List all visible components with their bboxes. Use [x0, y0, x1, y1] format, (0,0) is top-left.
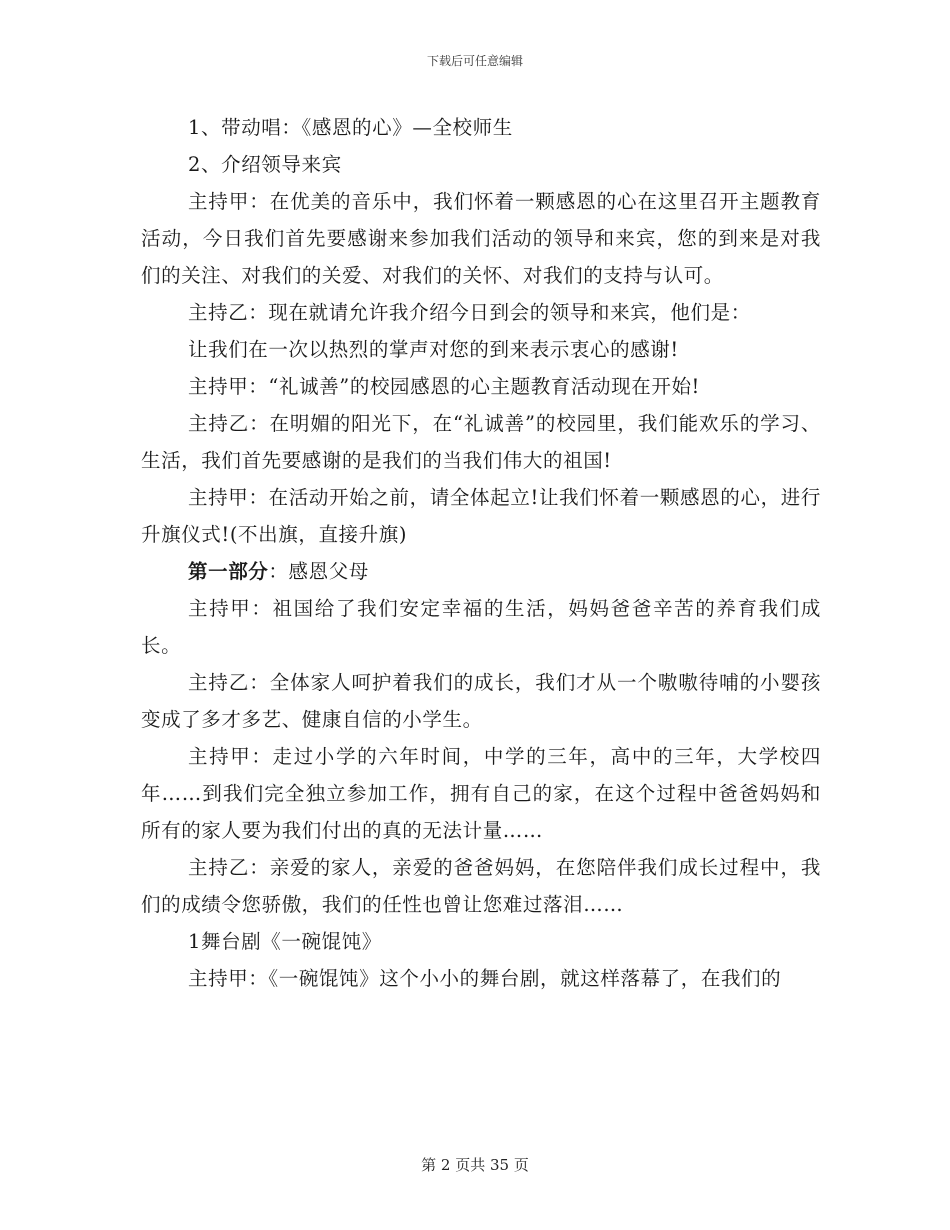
- paragraph: 主持乙：现在就请允许我介绍今日到会的领导和来宾，他们是：: [188, 301, 751, 324]
- section-title: ：感恩父母: [268, 560, 369, 583]
- paragraph: 1舞台剧《一碗馄饨》: [188, 930, 382, 953]
- paragraph: 主持甲：在优美的音乐中，我们怀着一颗感恩的心在这里召开主题教育活动，今日我们首先要感谢来参加我们活动的领导和来宾，您的到来是对我们的关注、对我们的关爱、对我们的关怀、对我们的支持与认可。: [141, 190, 821, 287]
- paragraph: 主持甲：祖国给了我们安定幸福的生活，妈妈爸爸辛苦的养育我们成长。: [141, 597, 821, 657]
- section-label: 第一部分: [188, 560, 269, 583]
- document-body: [141, 109, 821, 997]
- paragraph: 2、介绍领导来宾: [188, 153, 342, 176]
- paragraph: 主持甲：“礼诚善”的校园感恩的心主题教育活动现在开始!: [188, 375, 700, 398]
- paragraph: 主持乙：在明媚的阳光下，在“礼诚善”的校园里，我们能欢乐的学习、生活，我们首先要感谢的是我们的当我们伟大的祖国!: [141, 412, 821, 472]
- paragraph: 让我们在一次以热烈的掌声对您的到来表示衷心的感谢!: [188, 338, 679, 361]
- paragraph: 1、带动唱：《感恩的心》—全校师生: [188, 116, 513, 139]
- paragraph: 主持甲：《一碗馄饨》这个小小的舞台剧，就这样落幕了，在我们的: [188, 967, 782, 990]
- page-header: 下载后可任意编辑: [426, 54, 523, 68]
- paragraph: 主持甲：走过小学的六年时间，中学的三年，高中的三年，大学校四年……到我们完全独立参加工作，拥有自己的家，在这个过程中爸爸妈妈和所有的家人要为我们付出的真的无法计量……: [141, 745, 821, 842]
- page-footer: 第 2 页共 35 页: [421, 1156, 529, 1174]
- section-heading: [141, 553, 821, 590]
- paragraph: 主持乙：全体家人呵护着我们的成长，我们才从一个嗷嗷待哺的小婴孩变成了多才多艺、健康自信的小学生。: [141, 671, 821, 731]
- paragraph: 主持乙：亲爱的家人，亲爱的爸爸妈妈，在您陪伴我们成长过程中，我们的成绩令您骄傲，我们的任性也曾让您难过落泪……: [141, 856, 821, 916]
- paragraph: 主持甲：在活动开始之前，请全体起立!让我们怀着一颗感恩的心，进行升旗仪式!(不出旗，直接升旗): [141, 486, 821, 546]
